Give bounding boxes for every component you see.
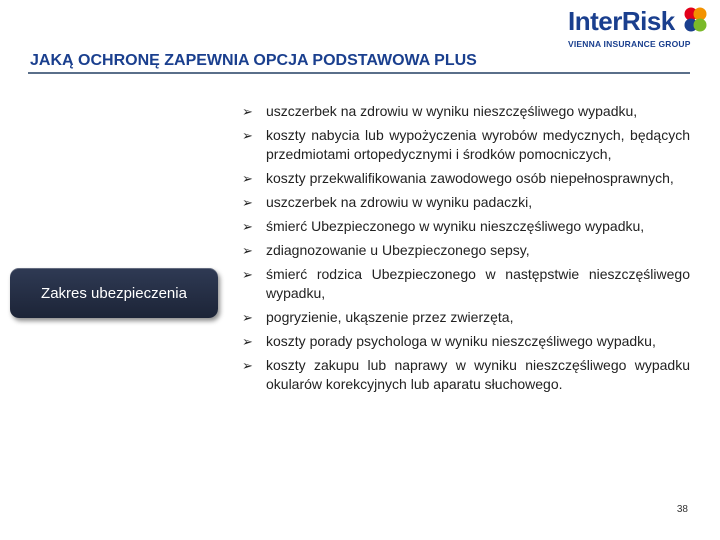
title-underline: [28, 72, 690, 74]
coverage-list: [240, 102, 690, 399]
list-item: [240, 356, 690, 394]
arrow-bullet-icon: ➢: [242, 128, 253, 143]
arrow-bullet-icon: ➢: [242, 171, 253, 186]
arrow-bullet-icon: ➢: [242, 243, 253, 258]
list-item: [240, 217, 690, 236]
arrow-bullet-icon: ➢: [242, 104, 253, 119]
list-item-text: koszty przekwalifikowania zawodowego osób niepełnosprawnych,: [266, 170, 674, 186]
list-item: [240, 193, 690, 212]
list-item-text: koszty zakupu lub naprawy w wyniku nieszczęśliwego wypadku okularów korekcyjnych lub aparatu słuchowego.: [266, 357, 690, 392]
list-item-text: zdiagnozowanie u Ubezpieczonego sepsy,: [266, 242, 530, 258]
list-item: [240, 102, 690, 121]
list-item: [240, 169, 690, 188]
logo-flower-icon: [682, 6, 708, 34]
list-item-text: koszty nabycia lub wypożyczenia wyrobów medycznych, będących przedmiotami ortopedycznymi i środków pomocniczych,: [266, 127, 690, 162]
logo-tagline: VIENNA INSURANCE GROUP: [568, 39, 691, 49]
coverage-label-box: [10, 268, 218, 318]
arrow-bullet-icon: ➢: [242, 195, 253, 210]
arrow-bullet-icon: ➢: [242, 334, 253, 349]
logo-word-inter: Inter: [568, 6, 622, 36]
interrisk-logo: [568, 4, 708, 52]
list-item: [240, 265, 690, 303]
logo-word-risk: Risk: [621, 6, 675, 36]
list-item-text: śmierć rodzica Ubezpieczonego w następstwie nieszczęśliwego wypadku,: [266, 266, 690, 301]
logo-wordmark: [568, 6, 675, 37]
page-number: 38: [676, 504, 688, 515]
list-item: [240, 126, 690, 164]
page-title: JAKĄ OCHRONĘ ZAPEWNIA OPCJA PODSTAWOWA PLUS: [30, 52, 477, 69]
list-item-text: uszczerbek na zdrowiu w wyniku nieszczęśliwego wypadku,: [266, 103, 638, 119]
list-item: [240, 241, 690, 260]
list-item-text: pogryzienie, ukąszenie przez zwierzęta,: [266, 309, 514, 325]
list-item: [240, 308, 690, 327]
arrow-bullet-icon: ➢: [242, 219, 253, 234]
arrow-bullet-icon: ➢: [242, 310, 253, 325]
list-item: [240, 332, 690, 351]
list-item-text: koszty porady psychologa w wyniku nieszczęśliwego wypadku,: [266, 333, 656, 349]
list-item-text: śmierć Ubezpieczonego w wyniku nieszczęśliwego wypadku,: [266, 218, 645, 234]
list-item-text: uszczerbek na zdrowiu w wyniku padaczki,: [266, 194, 533, 210]
arrow-bullet-icon: ➢: [242, 267, 253, 282]
arrow-bullet-icon: ➢: [242, 358, 253, 373]
coverage-label: Zakres ubezpieczenia: [41, 284, 187, 302]
